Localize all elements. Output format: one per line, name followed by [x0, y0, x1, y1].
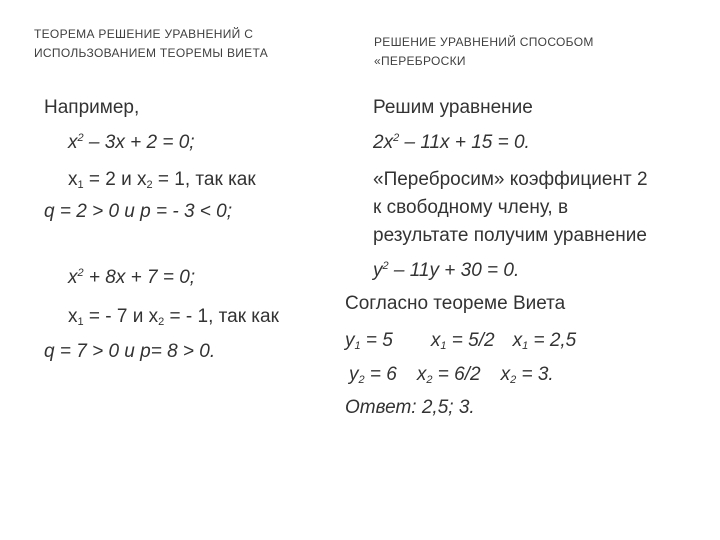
left-intro: Например,: [44, 97, 140, 118]
right-heading-line2: «ПЕРЕБРОСКИ: [374, 54, 466, 68]
left-condition-2: q = 7 > 0 и p= 8 > 0.: [44, 341, 216, 362]
left-heading: [34, 25, 334, 63]
right-text-3: результате получим уравнение: [373, 225, 647, 246]
left-condition-1: q = 2 > 0 и p = - 3 < 0;: [44, 201, 233, 222]
right-row-2: $y_2 = 6$ $x_2 = 6/2$ $x_2 = 3$.: [349, 364, 554, 386]
right-heading: [374, 33, 694, 71]
right-vieta: Согласно теореме Виета: [345, 293, 566, 314]
right-row-1: $y_1 = 5$ $x_1 = 5/2$ $x_1 = 2,5$: [345, 330, 577, 352]
left-roots-1: $x_1 = 2$ и $x_2 = 1$, так как: [68, 169, 256, 191]
right-intro: Решим уравнение: [373, 97, 533, 118]
left-heading-line1: ТЕОРЕМА РЕШЕНИЕ УРАВНЕНИЙ С: [34, 27, 254, 41]
right-answer: Ответ: 2,5; 3.: [345, 397, 475, 418]
right-equation-2: $y^2 - 11y + 30 = 0$.: [373, 260, 520, 281]
right-text-2: к свободному члену, в: [373, 197, 569, 218]
right-equation-1: $2x^2 - 11x + 15 = 0$.: [373, 132, 530, 153]
left-roots-2: $x_1$ = - 7 и $x_2$ = - 1, так как: [68, 306, 279, 328]
left-heading-line2: ИСПОЛЬЗОВАНИЕМ ТЕОРЕМЫ ВИЕТА: [34, 46, 269, 60]
left-equation-1: $x^2 - 3x + 2 = 0$;: [68, 132, 195, 153]
right-text-1: «Перебросим» коэффициент 2: [373, 169, 648, 190]
right-heading-line1: РЕШЕНИЕ УРАВНЕНИЙ СПОСОБОМ: [374, 35, 594, 49]
left-equation-2: $x^2 + 8x + 7 = 0$;: [68, 267, 196, 288]
